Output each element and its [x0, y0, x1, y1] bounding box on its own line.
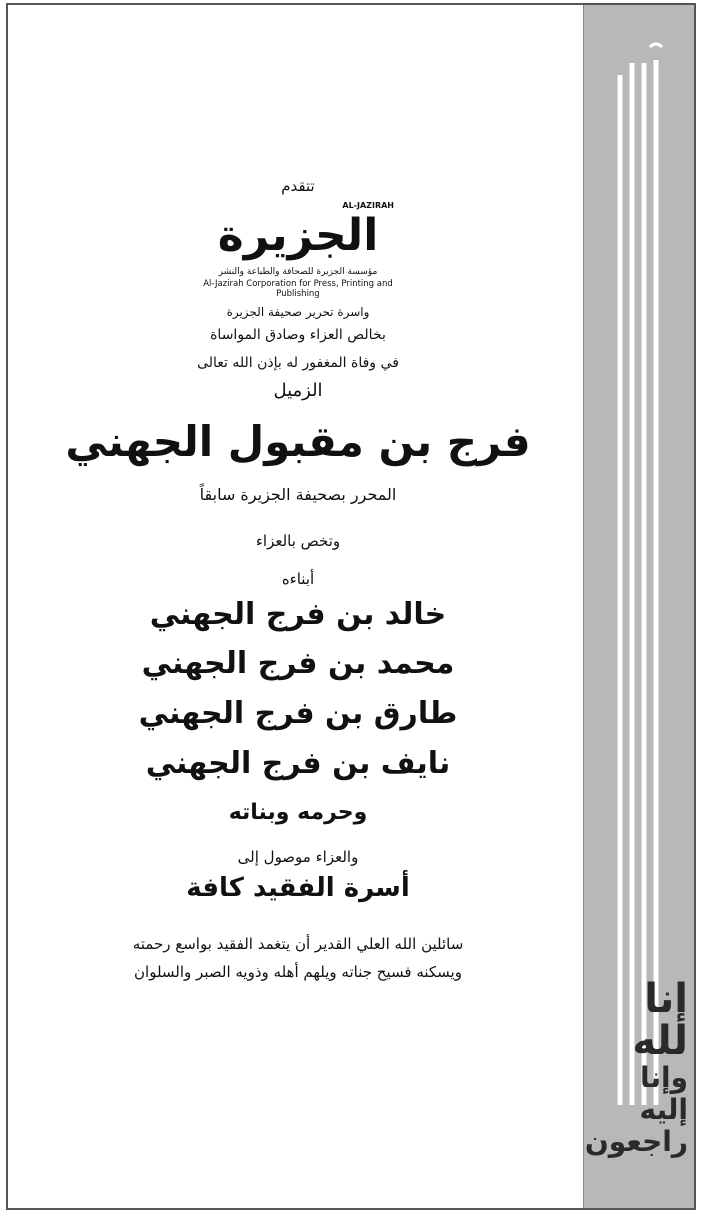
quran-verse	[584, 976, 688, 1158]
death-line: في وفاة المغفور له بإذن الله تعالى	[197, 355, 399, 371]
logo-name-en: AL-JAZIRAH	[342, 201, 394, 210]
verse-line: إنا لله	[632, 976, 688, 1064]
editorial-family: واسرة تحرير صحيفة الجزيرة	[226, 305, 370, 319]
prayer-line: سائلين الله العلي القدير أن يتغمد الفقيد بواسع رحمته	[132, 935, 464, 953]
logo-org-en: Al-Jazirah Corporation for Press, Printing and Publishing	[203, 279, 393, 299]
son-name: خالد بن فرج الجهني	[149, 597, 447, 632]
son-name: نايف بن فرج الجهني	[145, 746, 451, 781]
deceased-name: فرج بن مقبول الجهني	[65, 417, 531, 466]
logo-name-ar: الجزيرة	[217, 210, 379, 261]
verse-line: راجعون	[584, 1125, 688, 1158]
presents-text: تتقدم	[281, 177, 315, 195]
condolence-line: بخالص العزاء وصادق المواساة	[210, 327, 386, 343]
deceased-position: المحرر بصحيفة الجزيرة سابقاً	[199, 485, 397, 504]
son-name: طارق بن فرج الجهني	[138, 696, 458, 731]
al-jazirah-logo	[198, 195, 398, 299]
logo-org-ar: مؤسسة الجزيرة للصحافة والطباعة والنشر	[218, 267, 378, 277]
side-panel	[583, 5, 694, 1208]
wife-and-daughters: وحرمه وبناته	[228, 800, 368, 825]
prayer-line: ويسكنه فسيح جناته ويلهم أهله وذويه الصبر والسلوان	[134, 963, 462, 981]
condolence-extended: والعزاء موصول إلى	[237, 848, 359, 866]
family-all: أسرة الفقيد كافة	[186, 873, 410, 903]
son-name: محمد بن فرج الجهني	[141, 646, 455, 681]
verse-line: وإنا إليه	[639, 1061, 688, 1126]
colleague-label: الزميل	[273, 380, 323, 401]
special-condolence: وتخص بالعزاء	[255, 532, 341, 550]
condolence-notice	[6, 3, 696, 1210]
notice-content	[8, 5, 588, 1208]
sons-label: أبناءه	[281, 570, 315, 588]
